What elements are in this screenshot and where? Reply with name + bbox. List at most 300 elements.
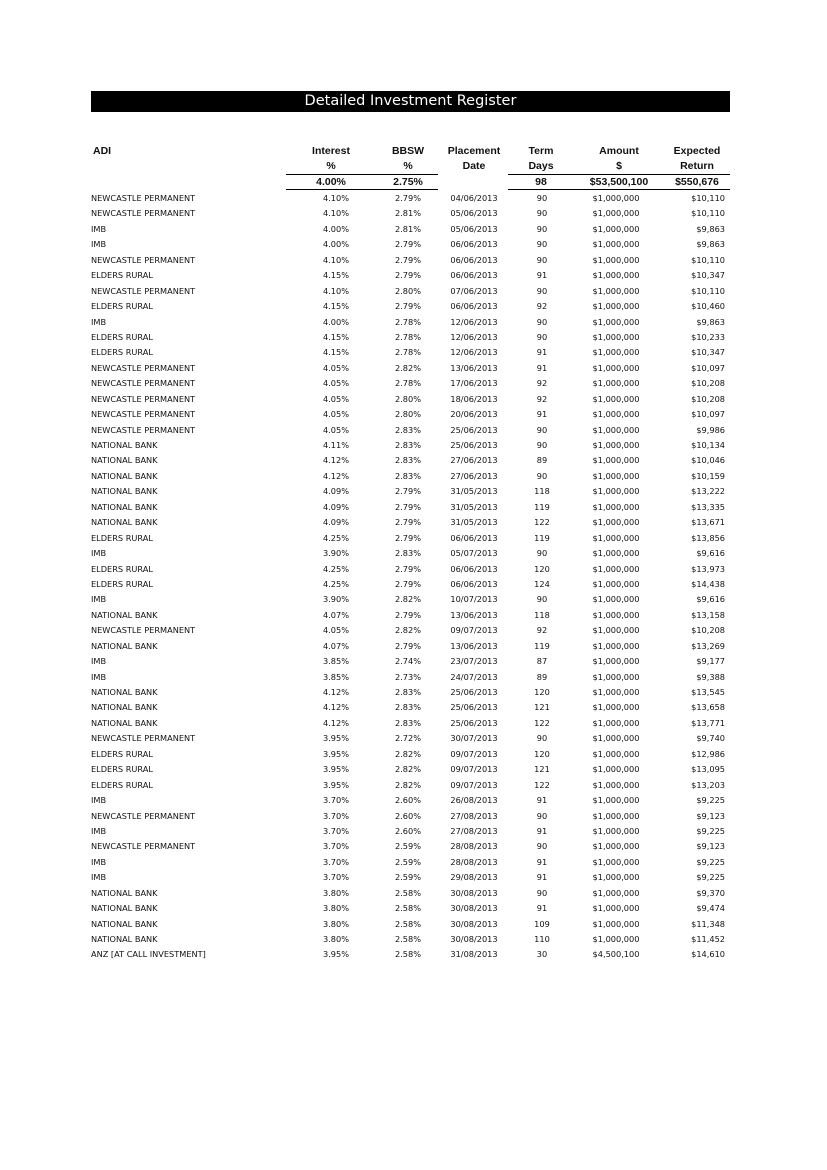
bbsw-cell: 2.79% <box>394 486 421 497</box>
amount-cell: $1,000,000 <box>592 378 640 389</box>
adi-cell: ELDERS RURAL <box>91 748 153 759</box>
table-row <box>91 731 731 746</box>
adi-cell: NEWCASTLE PERMANENT <box>91 362 196 373</box>
bbsw-cell: 2.80% <box>394 393 421 404</box>
expected-return-cell: $13,973 <box>691 563 725 574</box>
adi-cell: NATIONAL BANK <box>91 934 158 944</box>
table-row <box>91 839 731 854</box>
interest-cell: 4.11% <box>322 440 349 450</box>
adi-cell: NEWCASTLE PERMANENT <box>91 625 196 636</box>
amount-cell: $1,000,000 <box>592 470 640 481</box>
interest-cell: 3.80% <box>322 934 349 944</box>
term-cell: 90 <box>536 424 548 435</box>
header-bbsw-line2: % <box>403 160 413 172</box>
placement-date-cell: 05/06/2013 <box>450 208 498 219</box>
interest-cell: 3.95% <box>322 733 349 744</box>
interest-cell: 3.90% <box>322 548 349 559</box>
header-term <box>516 144 566 174</box>
bbsw-cell: 2.78% <box>394 316 421 327</box>
term-cell: 89 <box>536 671 548 682</box>
amount-cell: $1,000,000 <box>592 239 640 250</box>
page-title: Detailed Investment Register <box>91 91 730 112</box>
expected-return-cell: $13,222 <box>691 486 725 497</box>
bbsw-cell: 2.83% <box>394 424 421 435</box>
interest-cell: 3.70% <box>322 841 349 852</box>
total-bbsw: 2.75% <box>393 176 423 188</box>
bbsw-cell: 2.82% <box>394 594 421 605</box>
adi-cell: NATIONAL BANK <box>91 640 158 651</box>
amount-cell: $1,000,000 <box>592 609 640 620</box>
interest-cell: 4.05% <box>322 409 349 420</box>
table-row <box>91 654 731 669</box>
term-cell: 91 <box>536 903 548 914</box>
term-cell: 91 <box>536 872 548 883</box>
term-cell: 120 <box>534 563 550 574</box>
table-row <box>91 484 731 499</box>
table-row <box>91 438 731 453</box>
adi-cell: NATIONAL BANK <box>91 717 158 728</box>
table-row <box>91 392 731 407</box>
placement-date-cell: 04/06/2013 <box>450 193 498 203</box>
placement-date-cell: 06/06/2013 <box>450 532 498 543</box>
expected-return-cell: $9,740 <box>696 733 725 744</box>
placement-date-cell: 31/05/2013 <box>450 501 498 512</box>
amount-cell: $1,000,000 <box>592 856 640 867</box>
total-term: 98 <box>535 176 547 188</box>
placement-date-cell: 30/08/2013 <box>450 903 498 914</box>
interest-cell: 3.95% <box>322 748 349 759</box>
table-row <box>91 700 731 715</box>
adi-cell: NEWCASTLE PERMANENT <box>91 208 196 219</box>
interest-cell: 4.00% <box>322 239 349 250</box>
interest-cell: 4.07% <box>322 640 349 651</box>
expected-return-cell: $9,863 <box>696 239 725 250</box>
amount-cell: $1,000,000 <box>592 764 640 775</box>
table-row <box>91 206 731 221</box>
placement-date-cell: 28/08/2013 <box>450 841 498 852</box>
header-amount-line2: $ <box>616 160 622 172</box>
interest-cell: 4.15% <box>322 347 349 358</box>
placement-date-cell: 12/06/2013 <box>450 347 498 358</box>
adi-cell: NATIONAL BANK <box>91 486 158 497</box>
table-row <box>91 500 731 515</box>
interest-cell: 3.80% <box>322 887 349 898</box>
interest-cell: 3.85% <box>322 656 349 667</box>
expected-return-cell: $9,123 <box>696 810 725 821</box>
placement-date-cell: 23/07/2013 <box>450 656 498 667</box>
table-row <box>91 453 731 468</box>
bbsw-cell: 2.82% <box>394 362 421 373</box>
header-amount <box>574 144 664 174</box>
term-cell: 87 <box>536 656 548 667</box>
table-row <box>91 376 731 391</box>
placement-date-cell: 31/08/2013 <box>450 949 498 960</box>
table-row <box>91 191 731 206</box>
adi-cell: NATIONAL BANK <box>91 702 158 713</box>
expected-return-cell: $9,986 <box>696 424 725 435</box>
table-row <box>91 407 731 422</box>
adi-cell: ELDERS RURAL <box>91 532 153 543</box>
adi-cell: NEWCASTLE PERMANENT <box>91 193 196 203</box>
expected-return-cell: $13,158 <box>691 609 725 620</box>
interest-cell: 3.85% <box>322 671 349 682</box>
bbsw-cell: 2.74% <box>394 656 421 667</box>
table-row <box>91 762 731 777</box>
placement-date-cell: 31/05/2013 <box>450 517 498 528</box>
expected-return-cell: $10,097 <box>691 362 725 373</box>
table-row <box>91 670 731 685</box>
expected-return-cell: $10,110 <box>691 285 725 296</box>
interest-cell: 4.07% <box>322 609 349 620</box>
expected-return-cell: $9,616 <box>696 548 725 559</box>
header-placement-line1: Placement <box>447 145 501 157</box>
amount-cell: $1,000,000 <box>592 316 640 327</box>
bbsw-cell: 2.58% <box>394 918 421 929</box>
placement-date-cell: 06/06/2013 <box>450 270 498 281</box>
term-cell: 90 <box>536 239 548 250</box>
bbsw-cell: 2.82% <box>394 625 421 636</box>
placement-date-cell: 24/07/2013 <box>450 671 498 682</box>
expected-return-cell: $10,110 <box>691 208 725 219</box>
table-row <box>91 299 731 314</box>
bbsw-cell: 2.83% <box>394 687 421 697</box>
term-cell: 90 <box>536 193 548 203</box>
adi-cell: IMB <box>91 795 107 806</box>
bbsw-cell: 2.79% <box>394 254 421 265</box>
term-cell: 92 <box>536 378 548 389</box>
table-row <box>91 237 731 252</box>
table-row <box>91 577 731 592</box>
amount-cell: $1,000,000 <box>592 517 640 528</box>
placement-date-cell: 09/07/2013 <box>450 779 498 790</box>
adi-cell: ELDERS RURAL <box>91 563 153 574</box>
adi-cell: ELDERS RURAL <box>91 331 153 342</box>
adi-cell: ELDERS RURAL <box>91 764 153 775</box>
amount-cell: $1,000,000 <box>592 331 640 342</box>
expected-return-cell: $9,123 <box>696 841 725 852</box>
expected-return-cell: $9,370 <box>696 887 725 898</box>
bbsw-cell: 2.58% <box>394 934 421 944</box>
amount-cell: $1,000,000 <box>592 640 640 651</box>
adi-cell: NATIONAL BANK <box>91 903 158 914</box>
term-cell: 119 <box>534 640 550 651</box>
interest-cell: 3.95% <box>322 779 349 790</box>
total-interest: 4.00% <box>316 176 346 188</box>
header-term-line2: Days <box>528 160 554 172</box>
term-cell: 90 <box>536 223 548 234</box>
placement-date-cell: 27/08/2013 <box>450 825 498 836</box>
amount-cell: $1,000,000 <box>592 193 640 203</box>
amount-cell: $1,000,000 <box>592 532 640 543</box>
placement-date-cell: 25/06/2013 <box>450 424 498 435</box>
interest-cell: 4.00% <box>322 316 349 327</box>
term-cell: 122 <box>534 517 550 528</box>
term-cell: 90 <box>536 208 548 219</box>
expected-return-cell: $13,545 <box>691 687 725 697</box>
interest-cell: 3.90% <box>322 594 349 605</box>
adi-cell: ELDERS RURAL <box>91 578 153 589</box>
amount-cell: $4,500,100 <box>592 949 640 960</box>
interest-cell: 4.15% <box>322 270 349 281</box>
amount-cell: $1,000,000 <box>592 501 640 512</box>
adi-cell: NEWCASTLE PERMANENT <box>91 378 196 389</box>
adi-cell: NATIONAL BANK <box>91 440 158 450</box>
term-cell: 92 <box>536 393 548 404</box>
interest-cell: 4.10% <box>322 208 349 219</box>
bbsw-cell: 2.79% <box>394 609 421 620</box>
table-row <box>91 793 731 808</box>
placement-date-cell: 17/06/2013 <box>450 378 498 389</box>
interest-cell: 4.12% <box>322 455 349 466</box>
interest-cell: 4.10% <box>322 193 349 203</box>
bbsw-cell: 2.79% <box>394 239 421 250</box>
header-expected-line1: Expected <box>673 145 721 157</box>
interest-cell: 4.05% <box>322 424 349 435</box>
amount-cell: $1,000,000 <box>592 455 640 466</box>
placement-date-cell: 26/08/2013 <box>450 795 498 806</box>
term-cell: 90 <box>536 887 548 898</box>
placement-date-cell: 30/08/2013 <box>450 887 498 898</box>
bbsw-cell: 2.83% <box>394 548 421 559</box>
term-cell: 120 <box>534 687 550 697</box>
bbsw-cell: 2.83% <box>394 455 421 466</box>
bbsw-cell: 2.79% <box>394 517 421 528</box>
table-row <box>91 268 731 283</box>
expected-return-cell: $14,610 <box>691 949 725 960</box>
bbsw-cell: 2.60% <box>394 795 421 806</box>
interest-cell: 3.95% <box>322 949 349 960</box>
term-cell: 91 <box>536 362 548 373</box>
term-cell: 91 <box>536 825 548 836</box>
interest-cell: 4.09% <box>322 486 349 497</box>
adi-cell: ELDERS RURAL <box>91 347 153 358</box>
expected-return-cell: $10,347 <box>691 347 725 358</box>
expected-return-cell: $14,438 <box>691 578 725 589</box>
interest-cell: 4.12% <box>322 717 349 728</box>
table-row <box>91 901 731 916</box>
expected-return-cell: $13,269 <box>691 640 725 651</box>
adi-cell: NATIONAL BANK <box>91 501 158 512</box>
amount-cell: $1,000,000 <box>592 409 640 420</box>
adi-cell: IMB <box>91 316 107 327</box>
amount-cell: $1,000,000 <box>592 918 640 929</box>
amount-cell: $1,000,000 <box>592 223 640 234</box>
expected-return-cell: $9,225 <box>696 825 725 836</box>
amount-cell: $1,000,000 <box>592 702 640 713</box>
adi-cell: ELDERS RURAL <box>91 779 153 790</box>
term-cell: 90 <box>536 331 548 342</box>
bbsw-cell: 2.83% <box>394 702 421 713</box>
placement-date-cell: 12/06/2013 <box>450 316 498 327</box>
bbsw-cell: 2.79% <box>394 193 421 203</box>
term-cell: 91 <box>536 347 548 358</box>
amount-cell: $1,000,000 <box>592 887 640 898</box>
bbsw-cell: 2.60% <box>394 810 421 821</box>
term-cell: 90 <box>536 841 548 852</box>
interest-cell: 3.70% <box>322 795 349 806</box>
table-row <box>91 886 731 901</box>
placement-date-cell: 27/06/2013 <box>450 455 498 466</box>
expected-return-cell: $13,856 <box>691 532 725 543</box>
adi-cell: NEWCASTLE PERMANENT <box>91 409 196 420</box>
term-cell: 90 <box>536 254 548 265</box>
bbsw-cell: 2.83% <box>394 470 421 481</box>
placement-date-cell: 13/06/2013 <box>450 640 498 651</box>
adi-cell: IMB <box>91 223 107 234</box>
adi-cell: ANZ [AT CALL INVESTMENT] <box>91 949 206 960</box>
table-row <box>91 947 731 962</box>
amount-cell: $1,000,000 <box>592 671 640 682</box>
amount-cell: $1,000,000 <box>592 656 640 667</box>
placement-date-cell: 25/06/2013 <box>450 440 498 450</box>
bbsw-cell: 2.58% <box>394 949 421 960</box>
expected-return-cell: $10,134 <box>691 440 725 450</box>
term-cell: 121 <box>534 702 550 713</box>
interest-cell: 3.70% <box>322 856 349 867</box>
adi-cell: IMB <box>91 671 107 682</box>
placement-date-cell: 09/07/2013 <box>450 764 498 775</box>
amount-cell: $1,000,000 <box>592 825 640 836</box>
placement-date-cell: 06/06/2013 <box>450 563 498 574</box>
amount-cell: $1,000,000 <box>592 424 640 435</box>
interest-cell: 4.05% <box>322 378 349 389</box>
table-row <box>91 639 731 654</box>
bbsw-cell: 2.59% <box>394 872 421 883</box>
term-cell: 91 <box>536 856 548 867</box>
term-cell: 92 <box>536 301 548 312</box>
interest-cell: 4.09% <box>322 517 349 528</box>
adi-cell: NEWCASTLE PERMANENT <box>91 424 196 435</box>
term-cell: 109 <box>534 918 550 929</box>
adi-cell: NATIONAL BANK <box>91 887 158 898</box>
header-placement-line2: Date <box>462 160 486 172</box>
bbsw-cell: 2.79% <box>394 270 421 281</box>
adi-cell: NATIONAL BANK <box>91 470 158 481</box>
expected-return-cell: $13,658 <box>691 702 725 713</box>
term-cell: 90 <box>536 285 548 296</box>
term-cell: 118 <box>534 609 550 620</box>
adi-cell: NATIONAL BANK <box>91 609 158 620</box>
adi-cell: IMB <box>91 656 107 667</box>
amount-cell: $1,000,000 <box>592 594 640 605</box>
bbsw-cell: 2.80% <box>394 285 421 296</box>
placement-date-cell: 10/07/2013 <box>450 594 498 605</box>
expected-return-cell: $10,233 <box>691 331 725 342</box>
amount-cell: $1,000,000 <box>592 347 640 358</box>
amount-cell: $1,000,000 <box>592 625 640 636</box>
header-bbsw-line1: BBSW <box>391 145 425 157</box>
expected-return-cell: $13,095 <box>691 764 725 775</box>
adi-cell: NATIONAL BANK <box>91 918 158 929</box>
table-row <box>91 515 731 530</box>
amount-cell: $1,000,000 <box>592 440 640 450</box>
bbsw-cell: 2.60% <box>394 825 421 836</box>
expected-return-cell: $10,347 <box>691 270 725 281</box>
table-row <box>91 932 731 947</box>
header-expected <box>668 144 726 174</box>
term-cell: 90 <box>536 733 548 744</box>
interest-cell: 4.05% <box>322 625 349 636</box>
table-row <box>91 870 731 885</box>
expected-return-cell: $9,616 <box>696 594 725 605</box>
interest-cell: 3.80% <box>322 903 349 914</box>
term-cell: 91 <box>536 270 548 281</box>
table-row <box>91 685 731 700</box>
adi-cell: IMB <box>91 856 107 867</box>
table-row <box>91 253 731 268</box>
term-cell: 120 <box>534 748 550 759</box>
term-cell: 90 <box>536 470 548 481</box>
bbsw-cell: 2.82% <box>394 748 421 759</box>
interest-cell: 3.70% <box>322 810 349 821</box>
placement-date-cell: 13/06/2013 <box>450 609 498 620</box>
total-amount: $53,500,100 <box>589 176 649 188</box>
term-cell: 122 <box>534 717 550 728</box>
interest-cell: 4.00% <box>322 223 349 234</box>
amount-cell: $1,000,000 <box>592 486 640 497</box>
table-row <box>91 623 731 638</box>
amount-cell: $1,000,000 <box>592 362 640 373</box>
bbsw-cell: 2.73% <box>394 671 421 682</box>
amount-cell: $1,000,000 <box>592 779 640 790</box>
adi-cell: NATIONAL BANK <box>91 687 158 697</box>
table-row <box>91 592 731 607</box>
table-row <box>91 608 731 623</box>
table-row <box>91 469 731 484</box>
placement-date-cell: 05/07/2013 <box>450 548 498 559</box>
interest-cell: 4.25% <box>322 563 349 574</box>
investment-table <box>91 191 731 963</box>
placement-date-cell: 18/06/2013 <box>450 393 498 404</box>
term-cell: 90 <box>536 316 548 327</box>
header-interest-line2: % <box>326 160 336 172</box>
amount-cell: $1,000,000 <box>592 748 640 759</box>
placement-date-cell: 29/08/2013 <box>450 872 498 883</box>
interest-cell: 4.05% <box>322 362 349 373</box>
placement-date-cell: 27/08/2013 <box>450 810 498 821</box>
interest-cell: 3.70% <box>322 825 349 836</box>
amount-cell: $1,000,000 <box>592 548 640 559</box>
header-adi: ADI <box>93 145 112 157</box>
placement-date-cell: 30/08/2013 <box>450 934 498 944</box>
adi-cell: NATIONAL BANK <box>91 455 158 466</box>
expected-return-cell: $9,474 <box>696 903 725 914</box>
placement-date-cell: 06/06/2013 <box>450 254 498 265</box>
interest-cell: 4.25% <box>322 578 349 589</box>
bbsw-cell: 2.80% <box>394 409 421 420</box>
amount-cell: $1,000,000 <box>592 285 640 296</box>
term-cell: 118 <box>534 486 550 497</box>
expected-return-cell: $13,203 <box>691 779 725 790</box>
adi-cell: IMB <box>91 825 107 836</box>
amount-cell: $1,000,000 <box>592 687 640 697</box>
interest-cell: 4.25% <box>322 532 349 543</box>
bbsw-cell: 2.58% <box>394 887 421 898</box>
adi-cell: ELDERS RURAL <box>91 270 153 281</box>
expected-return-cell: $12,986 <box>691 748 725 759</box>
table-row <box>91 809 731 824</box>
expected-return-cell: $9,225 <box>696 856 725 867</box>
interest-cell: 4.12% <box>322 470 349 481</box>
amount-cell: $1,000,000 <box>592 810 640 821</box>
amount-cell: $1,000,000 <box>592 841 640 852</box>
term-cell: 89 <box>536 455 548 466</box>
bbsw-cell: 2.79% <box>394 501 421 512</box>
amount-cell: $1,000,000 <box>592 872 640 883</box>
amount-cell: $1,000,000 <box>592 733 640 744</box>
bbsw-cell: 2.79% <box>394 578 421 589</box>
placement-date-cell: 28/08/2013 <box>450 856 498 867</box>
